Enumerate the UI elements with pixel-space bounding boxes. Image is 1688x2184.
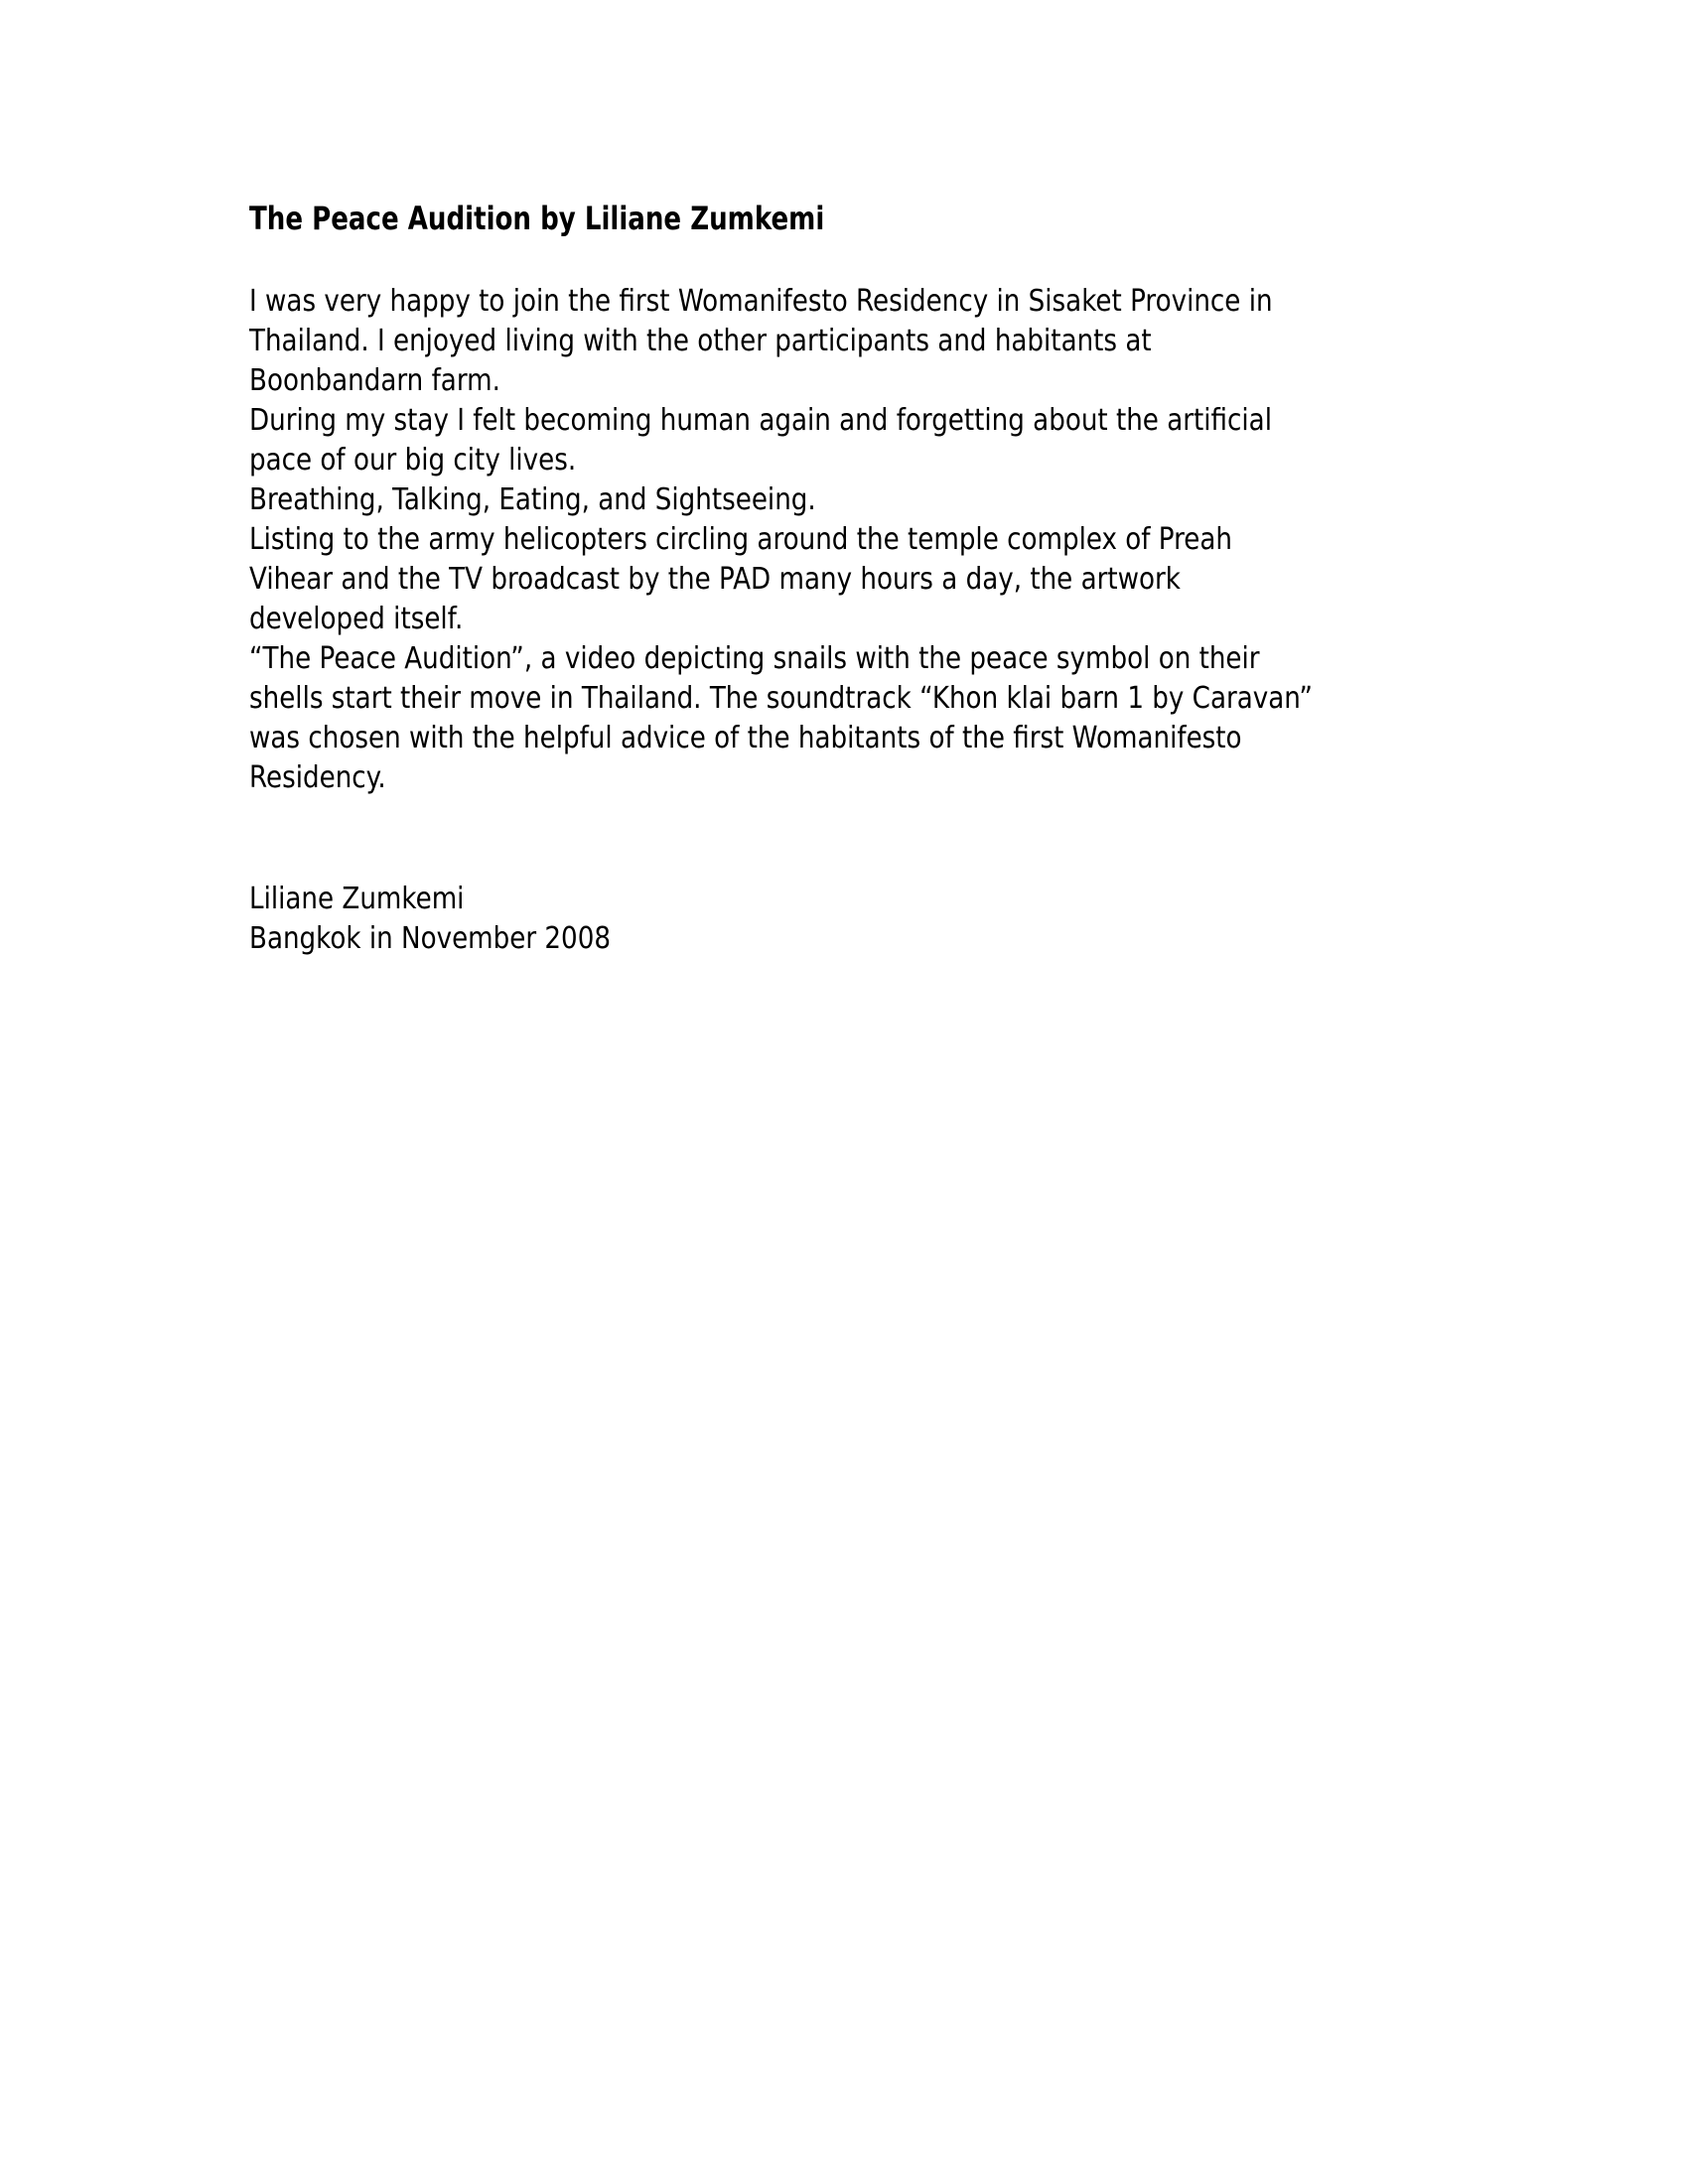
body-line: Listing to the army helicopters circling around the temple complex of Preah	[249, 522, 1233, 557]
body-line: Residency.	[249, 760, 386, 795]
signature-place-date: Bangkok in November 2008	[249, 921, 611, 956]
body-line: Breathing, Talking, Eating, and Sightseeing.	[249, 482, 816, 517]
body-line: I was very happy to join the first Womanifesto Residency in Sisaket Province in	[249, 284, 1273, 319]
document-title: The Peace Audition by Liliane Zumkemi	[249, 200, 825, 237]
body-line: During my stay I felt becoming human again and forgetting about the artificial	[249, 403, 1272, 438]
signature-name: Liliane Zumkemi	[249, 882, 465, 916]
body-line: Vihear and the TV broadcast by the PAD many hours a day, the artwork	[249, 562, 1181, 597]
body-line: “The Peace Audition”, a video depicting snails with the peace symbol on their	[249, 641, 1260, 676]
body-line: Boonbandarn farm.	[249, 363, 500, 398]
body-line: pace of our big city lives.	[249, 443, 577, 478]
body-line: developed itself.	[249, 602, 464, 636]
body-line: shells start their move in Thailand. The soundtrack “Khon klai barn 1 by Caravan”	[249, 681, 1313, 716]
body-line: Thailand. I enjoyed living with the other participants and habitants at	[249, 324, 1152, 358]
body-line: was chosen with the helpful advice of the habitants of the first Womanifesto	[249, 721, 1242, 755]
